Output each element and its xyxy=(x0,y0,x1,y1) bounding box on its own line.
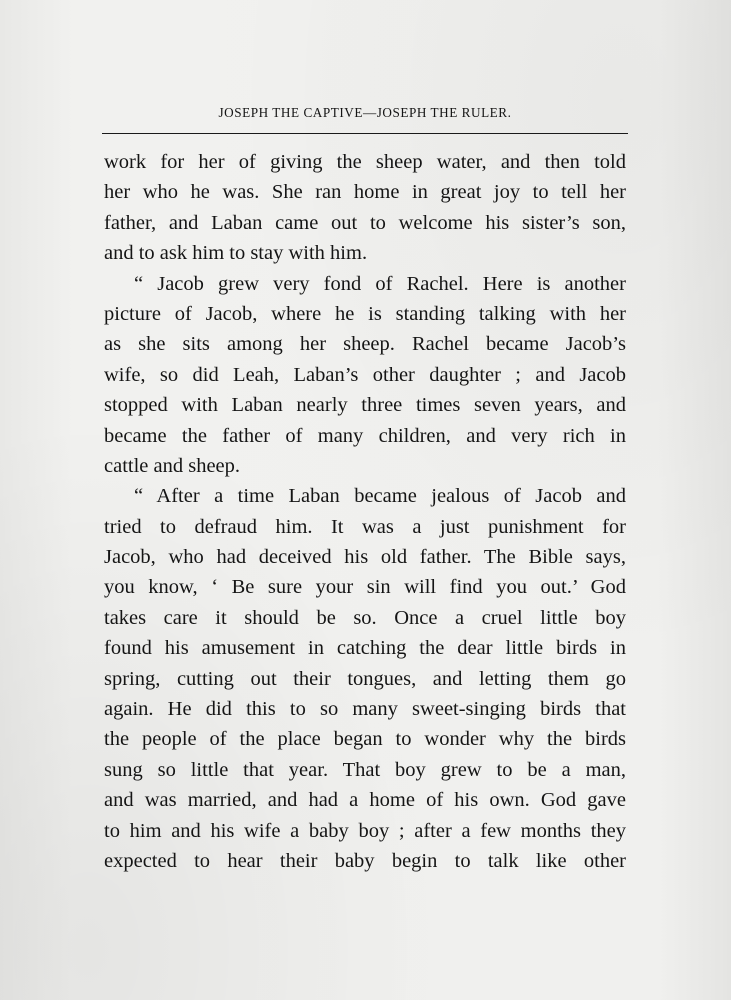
text-line: the people of the place began to wonder why the birds xyxy=(104,728,626,751)
text-line: sung so little that year. That boy grew to be a man, xyxy=(104,758,626,781)
text-line: takes care it should be so. Once a cruel little boy xyxy=(104,606,626,629)
text-line: became the father of many children, and very rich in xyxy=(104,424,626,447)
text-line: stopped with Laban nearly three times seven years, and xyxy=(104,394,626,417)
header-rule xyxy=(102,133,628,134)
text-line: as she sits among her sheep. Rachel became Jacob’s xyxy=(104,333,626,356)
text-line: spring, cutting out their tongues, and letting them go xyxy=(104,667,626,690)
text-line: to him and his wife a baby boy ; after a few months they xyxy=(104,819,626,842)
running-head: JOSEPH THE CAPTIVE—JOSEPH THE RULER. xyxy=(218,105,512,120)
text-line: again. He did this to so many sweet-singing birds that xyxy=(104,698,626,721)
text-line: expected to hear their baby begin to talk like other xyxy=(104,849,626,872)
text-line: cattle and sheep. xyxy=(104,454,241,477)
body-text xyxy=(104,147,626,876)
text-line: and was married, and had a home of his own. God gave xyxy=(104,789,626,812)
text-line: Jacob, who had deceived his old father. The Bible says, xyxy=(104,546,626,569)
text-line: father, and Laban came out to welcome his sister’s son, xyxy=(104,211,626,234)
text-line: “ After a time Laban became jealous of Jacob and xyxy=(134,485,626,508)
text-line: tried to defraud him. It was a just punishment for xyxy=(104,515,626,538)
text-line: wife, so did Leah, Laban’s other daughter ; and Jacob xyxy=(104,363,626,386)
text-line: found his amusement in catching the dear little birds in xyxy=(104,637,626,660)
text-line: you know, ‘ Be sure your sin will find you out.’ God xyxy=(104,576,626,599)
text-line: work for her of giving the sheep water, and then told xyxy=(104,151,626,173)
text-line: and to ask him to stay with him. xyxy=(104,242,368,265)
text-line: picture of Jacob, where he is standing talking with her xyxy=(104,302,626,325)
text-line: her who he was. She ran home in great joy to tell her xyxy=(104,181,626,204)
text-line: “ Jacob grew very fond of Rachel. Here is another xyxy=(134,272,626,295)
